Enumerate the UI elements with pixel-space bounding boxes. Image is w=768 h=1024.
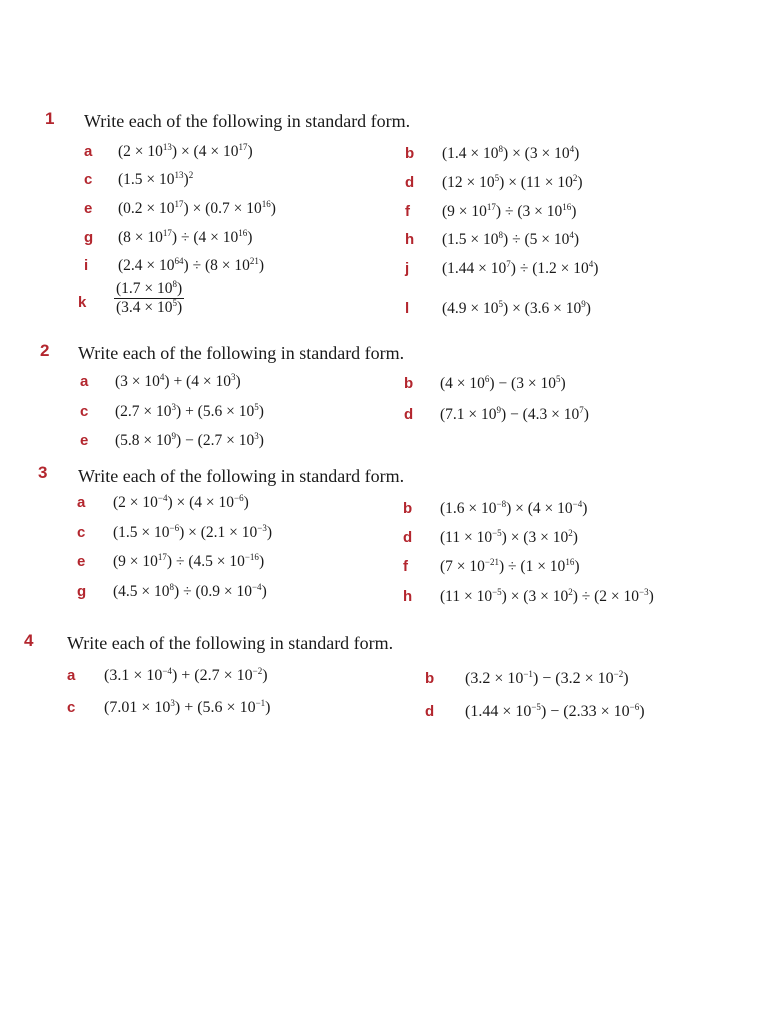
exponent: −4 [162,666,172,676]
question-prompt: Write each of the following in standard form. [78,343,405,363]
exponent: 4 [569,230,574,240]
item-label: c [67,699,76,716]
item-label: a [77,494,86,511]
item-label: l [405,300,410,317]
item-label: i [84,257,89,274]
exponent: 2 [188,170,194,180]
item-label: g [84,229,94,246]
question-number: 4 [24,631,34,650]
exponent: 6 [484,374,490,384]
item-label: a [84,143,93,160]
item-expression: $(7.01 \times 10^3) + (5.6 \times 10^{-1})$ [104,698,271,716]
item-expression: $(11 \times 10^{-5}) \times (3 \times 10^2) \div (2 \times 10^{-3})$ [440,587,654,605]
question-prompt: Write each of the following in standard form. [78,466,405,486]
item-label: k [78,294,87,311]
item-label: b [425,670,435,687]
item-expression: $(2 \times 10^{-4}) \times (4 \times 10^{-6})$ [113,493,249,511]
item-expression: $(8 \times 10^{17}) \div (4 \times 10^{16})$ [118,228,253,246]
item-expression: $(2 \times 10^{13}) \times (4 \times 10^{17})$ [118,142,253,160]
question-prompt: Write each of the following in standard form. [67,633,394,653]
exponent: 16 [562,202,572,212]
exponent: 4 [159,372,165,382]
exponent: 2 [568,587,573,597]
item-expression: $(4 \times 10^6) - (3 \times 10^5)$ [440,374,566,392]
item-label: h [405,231,415,248]
item-expression: $(3.2 \times 10^{-1}) - (3.2 \times 10^{-2})$ [465,669,629,687]
question-prompt: Write each of the following in standard form. [84,111,411,131]
exponent: 17 [174,199,184,209]
item-expression: $(3.1 \times 10^{-4}) + (2.7 \times 10^{-2})$ [104,666,268,684]
exponent: 8 [498,230,504,240]
exponent: 5 [498,299,504,309]
exponent: −1 [255,698,266,708]
exponent: 5 [494,173,500,183]
question-number: 2 [40,341,50,360]
exponent: −2 [252,666,263,676]
item-expression: $(9 \times 10^{17}) \div (4.5 \times 10^{-16})$ [113,552,265,570]
exponent: −6 [234,493,244,503]
item-expression: $(12 \times 10^5) \times (11 \times 10^2)$ [442,173,583,191]
exponent: 16 [565,557,575,567]
item-expression: $(1.4 \times 10^8) \times (3 \times 10^4)$ [442,144,580,162]
item-label: d [405,174,415,191]
exponent: 4 [569,144,575,154]
fraction-denominator: $(3.4 \times 10^5)$ [116,298,183,316]
exponent: 2 [572,173,578,183]
item-expression: $(2.4 \times 10^{64}) \div (8 \times 10^{21})$ [118,256,265,274]
item-expression: $(5.8 \times 10^9) - (2.7 \times 10^3)$ [115,431,264,449]
item-label: e [77,553,86,570]
exponent: 9 [171,431,177,441]
exponent: −6 [629,702,640,712]
fraction-numerator: $(1.7 \times 10^8)$ [116,279,183,297]
item-expression: $(1.5 \times 10^{-6}) \times (2.1 \times 10^{-3})$ [113,523,273,541]
exponent: −5 [492,587,502,597]
item-expression: $(2.7 \times 10^3) + (5.6 \times 10^5)$ [115,402,264,420]
exponent: 64 [174,256,184,266]
item-label: c [84,171,93,188]
exponent: 17 [157,552,167,562]
exponent: 8 [498,144,504,154]
exponent: 7 [579,405,584,415]
item-label: b [405,145,415,162]
item-expression: $(1.44 \times 10^{-5}) - (2.33 \times 10^{-6})$ [465,702,645,720]
exponent: 7 [506,259,511,269]
question-number: 3 [38,463,48,482]
item-label: e [80,432,89,449]
item-label: c [80,403,89,420]
exponent: 2 [568,528,573,538]
item-expression: $(9 \times 10^{17}) \div (3 \times 10^{16})$ [442,202,577,220]
exponent: −3 [639,587,649,597]
exponent: 9 [496,405,502,415]
exponent: −3 [257,523,267,533]
item-expression: $(1.6 \times 10^{-8}) \times (4 \times 10^{-4})$ [440,499,588,517]
exponent: −4 [251,582,262,592]
item-label: d [404,406,414,423]
exponent: −16 [244,552,259,562]
exponent: 17 [486,202,496,212]
item-expression: $(4.5 \times 10^8) \div (0.9 \times 10^{-4})$ [113,582,267,600]
item-label: a [80,373,89,390]
exponent: −5 [492,528,502,538]
exponent: −8 [496,499,507,509]
exponent: 17 [238,142,248,152]
exponent: 17 [162,228,172,238]
exponent: 3 [171,402,177,412]
exponent: 5 [555,374,561,384]
item-label: j [405,260,410,277]
item-expression: $(7 \times 10^{-21}) \div (1 \times 10^{16})$ [440,557,580,575]
exponent: −5 [531,702,541,712]
item-expression: $(1.44 \times 10^7) \div (1.2 \times 10^4)$ [442,259,599,277]
exponent: 5 [254,402,259,412]
exponent: −1 [523,669,533,679]
exponent: 21 [249,256,259,266]
item-label: f [403,558,408,575]
exponent: 3 [170,698,175,708]
exponent: −4 [157,493,168,503]
item-expression: $(4.9 \times 10^5) \times (3.6 \times 10^9)$ [442,299,591,317]
exponent: 4 [588,259,594,269]
item-expression: $(3 \times 10^4) + (4 \times 10^3)$ [115,372,241,390]
exponent: 9 [581,299,586,309]
item-label: d [425,703,435,720]
exponent: −6 [169,523,180,533]
item-label: a [67,667,76,684]
exponent: 3 [254,431,259,441]
question-number: 1 [45,109,55,128]
exponent: 13 [174,170,184,180]
exponent: 8 [172,279,178,289]
exponent: −4 [572,499,583,509]
exponent: 13 [162,142,172,152]
item-label: h [403,588,413,605]
item-label: b [403,500,413,517]
exponent: 3 [230,372,236,382]
exponent: −21 [484,557,499,567]
item-expression: $(11 \times 10^{-5}) \times (3 \times 10^2)$ [440,528,578,546]
item-label: e [84,200,93,217]
exponent: 8 [169,582,175,592]
exponent: −2 [613,669,624,679]
item-expression: $(1.5 \times 10^{13})^2$ [118,170,194,188]
fraction [114,280,184,317]
exponent: 16 [238,228,248,238]
item-expression: $(7.1 \times 10^9) - (4.3 \times 10^7)$ [440,405,589,423]
exponent: 5 [172,298,178,308]
item-expression: $(0.2 \times 10^{17}) \times (0.7 \times 10^{16})$ [118,199,276,217]
item-expression: $(1.5 \times 10^8) \div (5 \times 10^4)$ [442,230,580,248]
item-label: b [404,375,414,392]
exponent: 16 [261,199,271,209]
item-label: d [403,529,413,546]
item-label: f [405,203,410,220]
item-label: c [77,524,86,541]
item-label: g [77,583,87,600]
